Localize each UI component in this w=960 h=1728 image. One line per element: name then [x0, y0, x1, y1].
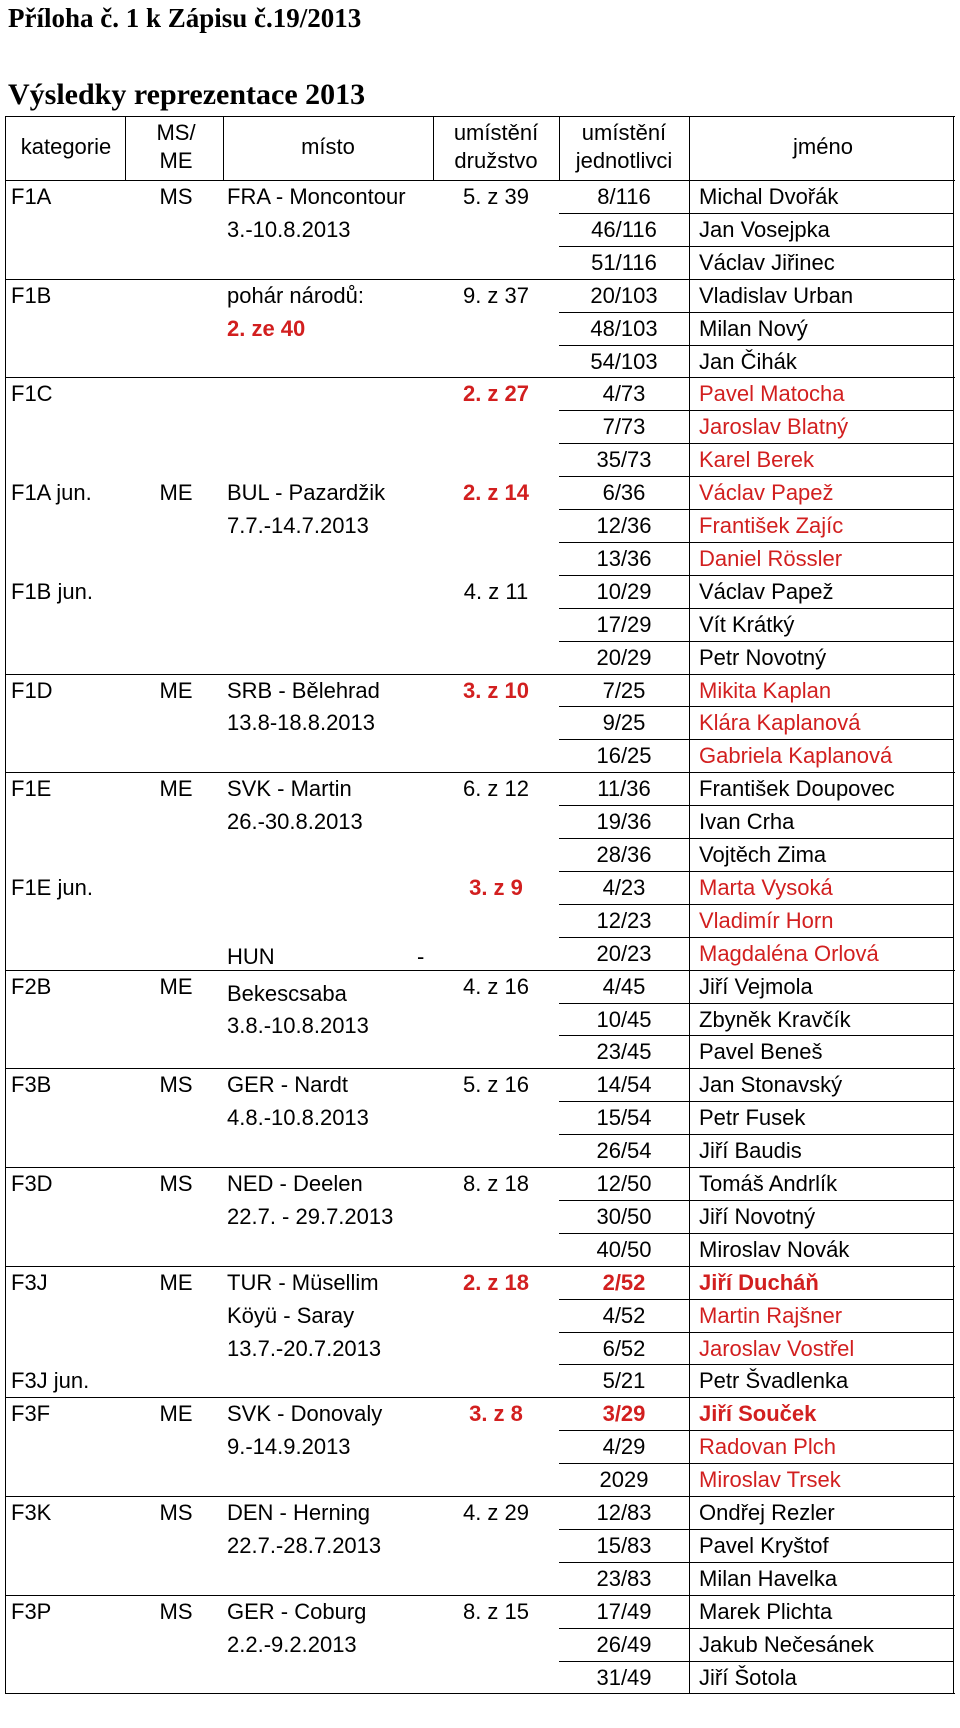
cell-misto: 13.7.-20.7.2013: [227, 1335, 382, 1361]
column-divider: [223, 116, 224, 180]
cell-druzstvo: 2. z 14: [462, 480, 530, 506]
cell-ms-me: ME: [159, 1269, 193, 1295]
table-border-bottom: [5, 1693, 955, 1694]
row-divider: [559, 1332, 953, 1333]
cell-kategorie: F1D: [11, 677, 53, 703]
cell-misto: 2. ze 40: [227, 315, 306, 341]
cell-druzstvo: 6. z 12: [462, 776, 530, 802]
cell-jmeno: Magdaléna Orlová: [699, 940, 879, 966]
cell-jmeno: Jaroslav Vostřel: [699, 1335, 855, 1361]
cell-jmeno: Jan Vosejpka: [699, 216, 830, 242]
cell-kategorie: F3F: [11, 1401, 51, 1427]
cell-jednotlivci: 10/29: [596, 578, 652, 604]
results-table: [5, 116, 955, 1726]
header-umisteni-jednotlivci: [576, 116, 673, 178]
cell-jmeno: Jiří Souček: [699, 1401, 817, 1427]
group-divider: [5, 1068, 955, 1069]
cell-ms-me: ME: [159, 973, 193, 999]
cell-misto: FRA - Moncontour: [227, 184, 406, 209]
cell-jmeno: Pavel Matocha: [699, 381, 845, 407]
cell-misto: 26.-30.8.2013: [227, 809, 363, 835]
row-divider: [559, 1233, 953, 1234]
page-title: Příloha č. 1 k Zápisu č.19/2013: [8, 3, 362, 33]
cell-jmeno: Marek Plichta: [699, 1598, 833, 1624]
cell-jmeno: Jiří Vejmola: [699, 973, 813, 999]
column-divider: [559, 116, 560, 180]
cell-kategorie: F1E: [11, 776, 52, 802]
cell-misto: 4.8.-10.8.2013: [227, 1105, 369, 1131]
cell-jmeno: Vojtěch Zima: [699, 842, 827, 867]
cell-jednotlivci: 20/29: [596, 644, 652, 670]
header-druzstvo-line2: družstvo: [454, 148, 538, 173]
cell-kategorie: F3B: [11, 1072, 52, 1098]
row-divider: [559, 739, 953, 740]
cell-kategorie: F3J: [11, 1269, 48, 1295]
cell-kategorie: F3D: [11, 1171, 53, 1196]
row-divider: [559, 1562, 953, 1563]
cell-misto: 9.-14.9.2013: [227, 1434, 351, 1460]
cell-jednotlivci: 12/36: [596, 513, 652, 538]
cell-jmeno: Jan Čihák: [699, 348, 797, 374]
cell-jmeno: Klára Kaplanová: [699, 710, 861, 736]
cell-misto: BUL - Pazardžik: [227, 480, 386, 506]
row-divider: [559, 641, 953, 642]
cell-jmeno: Jaroslav Blatný: [699, 414, 849, 440]
cell-jednotlivci: 8/116: [597, 184, 651, 209]
cell-druzstvo: 8. z 18: [462, 1171, 530, 1196]
cell-misto: 3.8.-10.8.2013: [227, 1013, 369, 1039]
table-border-top: [5, 116, 955, 117]
row-divider: [559, 213, 953, 214]
cell-misto: GER - Coburg: [227, 1598, 367, 1624]
cell-ms-me: MS: [159, 184, 193, 209]
row-divider: [559, 1299, 953, 1300]
cell-jednotlivci: 15/83: [596, 1532, 652, 1558]
cell-jednotlivci: 12/83: [596, 1500, 652, 1525]
section-title: Výsledky reprezentace 2013: [8, 78, 366, 111]
row-divider: [559, 871, 953, 872]
cell-druzstvo: 3. z 10: [462, 677, 530, 703]
header-ms-me: [156, 116, 195, 178]
cell-ms-me: ME: [159, 480, 193, 506]
cell-jednotlivci: 40/50: [596, 1236, 652, 1262]
cell-kategorie: F3K: [11, 1500, 52, 1525]
row-divider: [559, 575, 953, 576]
cell-druzstvo: 3. z 8: [469, 1401, 523, 1427]
cell-misto: 22.7.-28.7.2013: [227, 1532, 382, 1558]
group-divider: [5, 1496, 955, 1497]
cell-jednotlivci: 46/116: [591, 216, 657, 242]
cell-jmeno: Vladimír Horn: [699, 907, 834, 933]
cell-misto: 22.7. - 29.7.2013: [227, 1203, 394, 1229]
cell-misto: pohár národů:: [227, 282, 364, 308]
cell-ms-me: ME: [159, 776, 193, 802]
cell-misto: Köyü - Saray: [227, 1302, 355, 1328]
cell-misto: SVK - Donovaly: [227, 1401, 383, 1427]
cell-jednotlivci: 4/73: [602, 381, 646, 407]
column-divider: [433, 116, 434, 180]
cell-jednotlivci: 3/29: [602, 1401, 646, 1427]
row-divider: [559, 542, 953, 543]
row-divider: [559, 937, 953, 938]
cell-jmeno: František Doupovec: [699, 776, 895, 802]
cell-druzstvo: 4. z 16: [462, 973, 530, 999]
cell-misto: 7.7.-14.7.2013: [227, 513, 369, 538]
cell-misto: NED - Deelen: [227, 1171, 363, 1196]
cell-ms-me: MS: [159, 1171, 193, 1196]
row-divider: [559, 1463, 953, 1464]
cell-kategorie: F1C: [11, 381, 53, 407]
cell-misto: GER - Nardt: [227, 1072, 349, 1098]
row-divider: [559, 904, 953, 905]
cell-jmeno: Jan Stonavský: [699, 1072, 843, 1098]
row-divider: [559, 608, 953, 609]
cell-jmeno: Václav Jiřinec: [699, 249, 835, 275]
cell-jmeno: Milan Havelka: [699, 1565, 838, 1591]
column-divider: [689, 116, 690, 180]
row-divider: [559, 1200, 953, 1201]
cell-druzstvo: 4. z 11: [463, 578, 529, 604]
cell-jmeno: Ondřej Rezler: [699, 1500, 835, 1525]
cell-misto: 13.8-18.8.2013: [227, 710, 376, 736]
cell-misto: TUR - Müsellim: [227, 1269, 379, 1295]
cell-ms-me: MS: [159, 1598, 193, 1624]
cell-kategorie: F3J jun.: [11, 1368, 90, 1394]
cell-jednotlivci: 15/54: [596, 1105, 652, 1131]
cell-druzstvo: 2. z 18: [462, 1269, 530, 1295]
cell-misto: Bekescsaba: [227, 980, 347, 1006]
cell-misto: DEN - Herning: [227, 1500, 371, 1525]
cell-kategorie: F3P: [11, 1598, 52, 1624]
row-divider: [559, 1529, 953, 1530]
header-jmeno-label: jméno: [793, 134, 853, 159]
header-jednotlivci-line1: umístění: [581, 120, 667, 145]
header-druzstvo-line1: umístění: [453, 120, 539, 145]
column-divider: [5, 116, 6, 1693]
cell-jmeno: Michal Dvořák: [699, 184, 839, 209]
cell-jednotlivci: 4/23: [602, 874, 646, 900]
cell-jmeno: Jiří Šotola: [699, 1664, 797, 1690]
cell-druzstvo: 3. z 9: [469, 874, 523, 900]
cell-misto: -: [417, 943, 425, 969]
cell-jednotlivci: 35/73: [596, 447, 652, 473]
cell-jmeno: Martin Rajšner: [699, 1302, 843, 1328]
row-divider: [559, 1003, 953, 1004]
cell-jmeno: Daniel Rössler: [699, 545, 843, 571]
header-umisteni-druzstvo: [454, 116, 538, 178]
cell-jednotlivci: 4/45: [602, 973, 646, 999]
cell-jednotlivci: 26/54: [596, 1138, 652, 1164]
cell-ms-me: MS: [159, 1072, 193, 1098]
row-divider: [559, 312, 953, 313]
cell-jednotlivci: 2029: [599, 1467, 649, 1493]
cell-jednotlivci: 7/25: [602, 677, 646, 703]
cell-jmeno: Milan Nový: [699, 315, 808, 341]
cell-jednotlivci: 7/73: [602, 414, 646, 440]
group-divider: [5, 772, 955, 773]
cell-jednotlivci: 19/36: [596, 809, 652, 835]
cell-ms-me: MS: [159, 1500, 193, 1525]
cell-jmeno: Václav Papež: [699, 480, 834, 506]
row-divider: [559, 706, 953, 707]
row-divider: [559, 1430, 953, 1431]
cell-ms-me: ME: [159, 1401, 193, 1427]
cell-ms-me: ME: [159, 677, 193, 703]
cell-jednotlivci: 20/23: [596, 940, 652, 966]
header-divider: [5, 180, 955, 181]
cell-jmeno: Karel Berek: [699, 447, 814, 473]
cell-jmeno: Zbyněk Kravčík: [699, 1006, 851, 1032]
cell-jednotlivci: 6/52: [602, 1335, 646, 1361]
header-misto: [301, 116, 355, 178]
cell-jmeno: Petr Fusek: [699, 1105, 806, 1131]
cell-jednotlivci: 10/45: [596, 1006, 652, 1032]
cell-jmeno: Jakub Nečesánek: [699, 1631, 874, 1657]
cell-jednotlivci: 48/103: [590, 315, 658, 341]
cell-jednotlivci: 23/45: [596, 1039, 652, 1065]
header-kategorie-label: kategorie: [20, 134, 112, 159]
cell-jednotlivci: 28/36: [596, 842, 652, 867]
cell-jmeno: Jiří Novotný: [699, 1203, 816, 1229]
cell-jednotlivci: 54/103: [590, 348, 658, 374]
row-divider: [559, 1134, 953, 1135]
row-divider: [559, 1035, 953, 1036]
row-divider: [559, 838, 953, 839]
group-divider: [5, 1595, 955, 1596]
cell-jmeno: Vít Krátký: [699, 611, 795, 637]
header-ms-me-line1: MS/: [156, 120, 196, 145]
cell-jednotlivci: 14/54: [596, 1072, 652, 1098]
cell-kategorie: F1A jun.: [11, 480, 92, 506]
cell-jmeno: Petr Švadlenka: [699, 1368, 849, 1394]
group-divider: [5, 970, 955, 971]
cell-misto: SRB - Bělehrad: [227, 677, 380, 703]
cell-jmeno: Tomáš Andrlík: [699, 1171, 838, 1196]
cell-jednotlivci: 12/50: [596, 1171, 652, 1196]
cell-jednotlivci: 5/21: [602, 1368, 646, 1394]
cell-misto: SVK - Martin: [227, 776, 352, 802]
cell-jmeno: Vladislav Urban: [699, 282, 854, 308]
cell-kategorie: F1A: [11, 184, 52, 209]
row-divider: [559, 1101, 953, 1102]
cell-jednotlivci: 51/116: [591, 249, 657, 275]
cell-jmeno: Jiří Baudis: [699, 1138, 802, 1164]
cell-jednotlivci: 26/49: [596, 1631, 652, 1657]
row-divider: [559, 1628, 953, 1629]
cell-misto: 2.2.-9.2.2013: [227, 1631, 357, 1657]
cell-kategorie: F1B jun.: [11, 578, 93, 604]
cell-jednotlivci: 2/52: [602, 1269, 646, 1295]
cell-jednotlivci: 12/23: [596, 907, 652, 933]
row-divider: [559, 509, 953, 510]
cell-jmeno: Mikita Kaplan: [699, 677, 832, 703]
cell-jednotlivci: 4/52: [602, 1302, 646, 1328]
group-divider: [5, 279, 955, 280]
cell-jmeno: Jiří Ducháň: [699, 1269, 819, 1295]
header-misto-label: místo: [301, 134, 355, 159]
column-divider: [953, 116, 954, 1693]
cell-jmeno: Václav Papež: [699, 578, 834, 604]
cell-misto: 3.-10.8.2013: [227, 216, 351, 242]
header-jednotlivci-line2: jednotlivci: [575, 148, 673, 173]
row-divider: [559, 345, 953, 346]
row-divider: [559, 410, 953, 411]
cell-jednotlivci: 31/49: [596, 1664, 652, 1690]
row-divider: [559, 476, 953, 477]
cell-jednotlivci: 9/25: [602, 710, 646, 736]
cell-jednotlivci: 16/25: [596, 743, 652, 769]
column-divider: [125, 116, 126, 180]
cell-jednotlivci: 6/36: [602, 480, 646, 506]
header-kategorie: [21, 116, 112, 178]
group-divider: [5, 674, 955, 675]
cell-jednotlivci: 4/29: [602, 1434, 646, 1460]
cell-druzstvo: 4. z 29: [462, 1500, 530, 1525]
row-divider: [559, 805, 953, 806]
group-divider: [5, 1167, 955, 1168]
row-divider: [559, 1661, 953, 1662]
cell-misto: HUN: [227, 943, 275, 969]
cell-jednotlivci: 20/103: [590, 282, 658, 308]
cell-jednotlivci: 13/36: [596, 545, 652, 571]
cell-jmeno: Miroslav Novák: [699, 1236, 850, 1262]
cell-druzstvo: 2. z 27: [462, 381, 530, 407]
cell-kategorie: F1B: [11, 282, 52, 308]
cell-jednotlivci: 30/50: [596, 1203, 652, 1229]
header-jmeno: [793, 116, 853, 178]
cell-jednotlivci: 11/36: [597, 776, 651, 802]
cell-jmeno: Miroslav Trsek: [699, 1467, 841, 1493]
cell-jmeno: Ivan Crha: [699, 809, 795, 835]
cell-jmeno: Marta Vysoká: [699, 874, 833, 900]
cell-jmeno: František Zajíc: [699, 513, 844, 538]
cell-druzstvo: 5. z 16: [462, 1072, 530, 1098]
row-divider: [559, 443, 953, 444]
group-divider: [5, 1266, 955, 1267]
cell-kategorie: F1E jun.: [11, 874, 93, 900]
cell-jednotlivci: 17/29: [596, 611, 652, 637]
group-divider: [5, 377, 955, 378]
cell-jmeno: Pavel Beneš: [699, 1039, 823, 1065]
cell-druzstvo: 9. z 37: [462, 282, 530, 308]
cell-kategorie: F2B: [11, 973, 52, 999]
cell-jednotlivci: 17/49: [596, 1598, 652, 1624]
cell-druzstvo: 5. z 39: [462, 184, 530, 209]
cell-jmeno: Radovan Plch: [699, 1434, 836, 1460]
row-divider: [559, 246, 953, 247]
cell-jmeno: Gabriela Kaplanová: [699, 743, 893, 769]
cell-druzstvo: 8. z 15: [462, 1598, 530, 1624]
cell-jmeno: Pavel Kryštof: [699, 1532, 829, 1558]
cell-jednotlivci: 23/83: [596, 1565, 652, 1591]
row-divider: [559, 1364, 953, 1365]
header-ms-me-line2: ME: [159, 148, 193, 173]
group-divider: [5, 1397, 955, 1398]
cell-jmeno: Petr Novotný: [699, 644, 827, 670]
